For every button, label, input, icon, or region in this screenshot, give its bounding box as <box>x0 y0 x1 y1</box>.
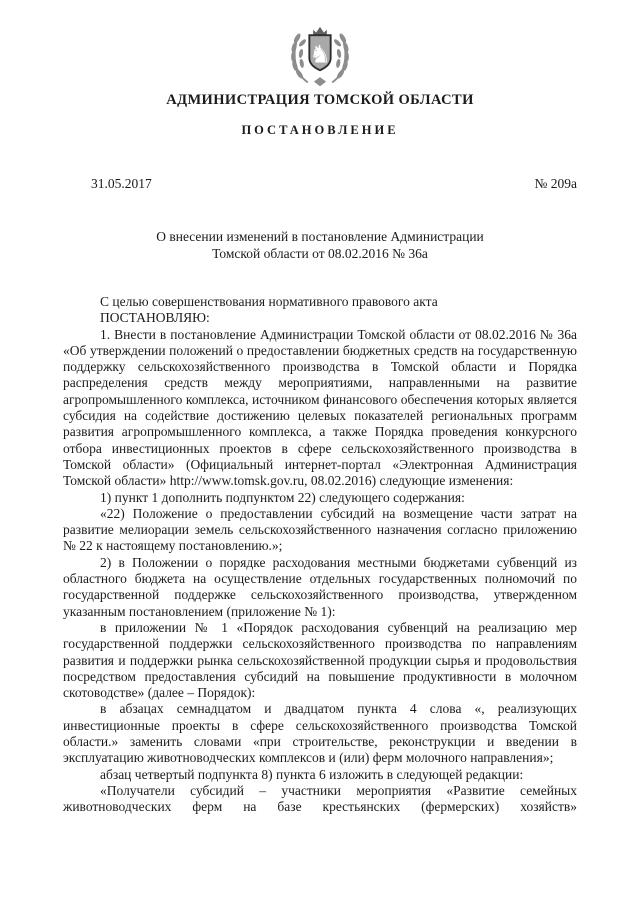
paragraph: «Получатели субсидий – участники мероприятия «Развитие семейных животноводческих ферм на базе крестьянских (фермерских) хозяйств» <box>63 782 577 815</box>
ribbon-icon <box>314 77 326 86</box>
document-number: № 209а <box>534 176 577 191</box>
document-title <box>0 229 640 262</box>
crown-icon <box>313 27 327 35</box>
document-title-line1: О внесении изменений в постановление Администрации <box>156 229 484 244</box>
paragraph: 1. Внести в постановление Администрации Томской области от 08.02.2016 № 36а «Об утверждении положений о предоставлении бюджетных средств на государственную поддержку сельскохозяйственного производства в Томской области и Порядка распределения средств между мероприятиями, направленными на развитие агропромышленного комплекса, источником финансового обеспечения которых является субсидия на содействие достижению целевых показателей региональных программ развития агропромышленного комплекса, а также Порядка проведения конкурсного отбора инвестиционных проектов в сфере сельскохозяйственного производства в Томской области» (Официальный интернет-портал «Электронная Администрация Томской области» http://www.tomsk.gov.ru, 08.02.2016) следующие изменения: <box>63 326 577 489</box>
organization-name: АДМИНИСТРАЦИЯ ТОМСКОЙ ОБЛАСТИ <box>166 92 474 108</box>
document-date: 31.05.2017 <box>91 176 152 191</box>
paragraph: 1) пункт 1 дополнить подпунктом 22) следующего содержания: <box>100 489 465 505</box>
paragraph: в приложении № 1 «Порядок расходования субвенций на реализацию мер государственной поддержки сельскохозяйственного производства по направлениям развития и поддержки рынка сельскохозяйственной продукции сырья и продовольствия посредством предоставления субсидий на повышение продуктивности в молочном скотоводстве» (далее – Порядок): <box>63 619 577 701</box>
document-title-line2: Томской области от 08.02.2016 № 36а <box>212 245 428 261</box>
document-type-heading: ПОСТАНОВЛЕНИЕ <box>241 123 399 137</box>
paragraph: С целью совершенствования нормативного правового акта <box>100 294 438 309</box>
laurel-branch-left <box>291 33 308 83</box>
paragraph: «22) Положение о предоставлении субсидий на возмещение части затрат на развитие мелиорации земель сельскохозяйственного назначения согласно приложению № 22 к настоящему постановлению.»; <box>63 505 577 554</box>
paragraph: ПОСТАНОВЛЯЮ: <box>100 310 210 326</box>
coat-of-arms-icon <box>281 20 359 90</box>
paragraph: в абзацах семнадцатом и двадцатом пункта 4 слова «, реализующих инвестиционные проекты в сфере сельскохозяйственного производства Томской области.» заменить словами «при строительстве, реконструкции и введении в эксплуатацию животноводческих комплексов и (или) ферм молочного направления»; <box>63 701 577 766</box>
document-body <box>63 294 577 816</box>
horse-icon: ♞ <box>309 39 331 69</box>
paragraph: абзац четвертый подпункта 8) пункта 6 изложить в следующей редакции: <box>100 766 524 782</box>
meta-row <box>63 176 577 192</box>
laurel-branch-right <box>332 33 349 83</box>
coat-of-arms <box>281 20 359 90</box>
paragraph: 2) в Положении о порядке расходования местными бюджетами субвенций из областного бюджета на осуществление отдельных государственных полномочий по государственной поддержке сельскохозяйственного производства, утвержденном указанным постановлением (приложение № 1): <box>63 554 577 619</box>
